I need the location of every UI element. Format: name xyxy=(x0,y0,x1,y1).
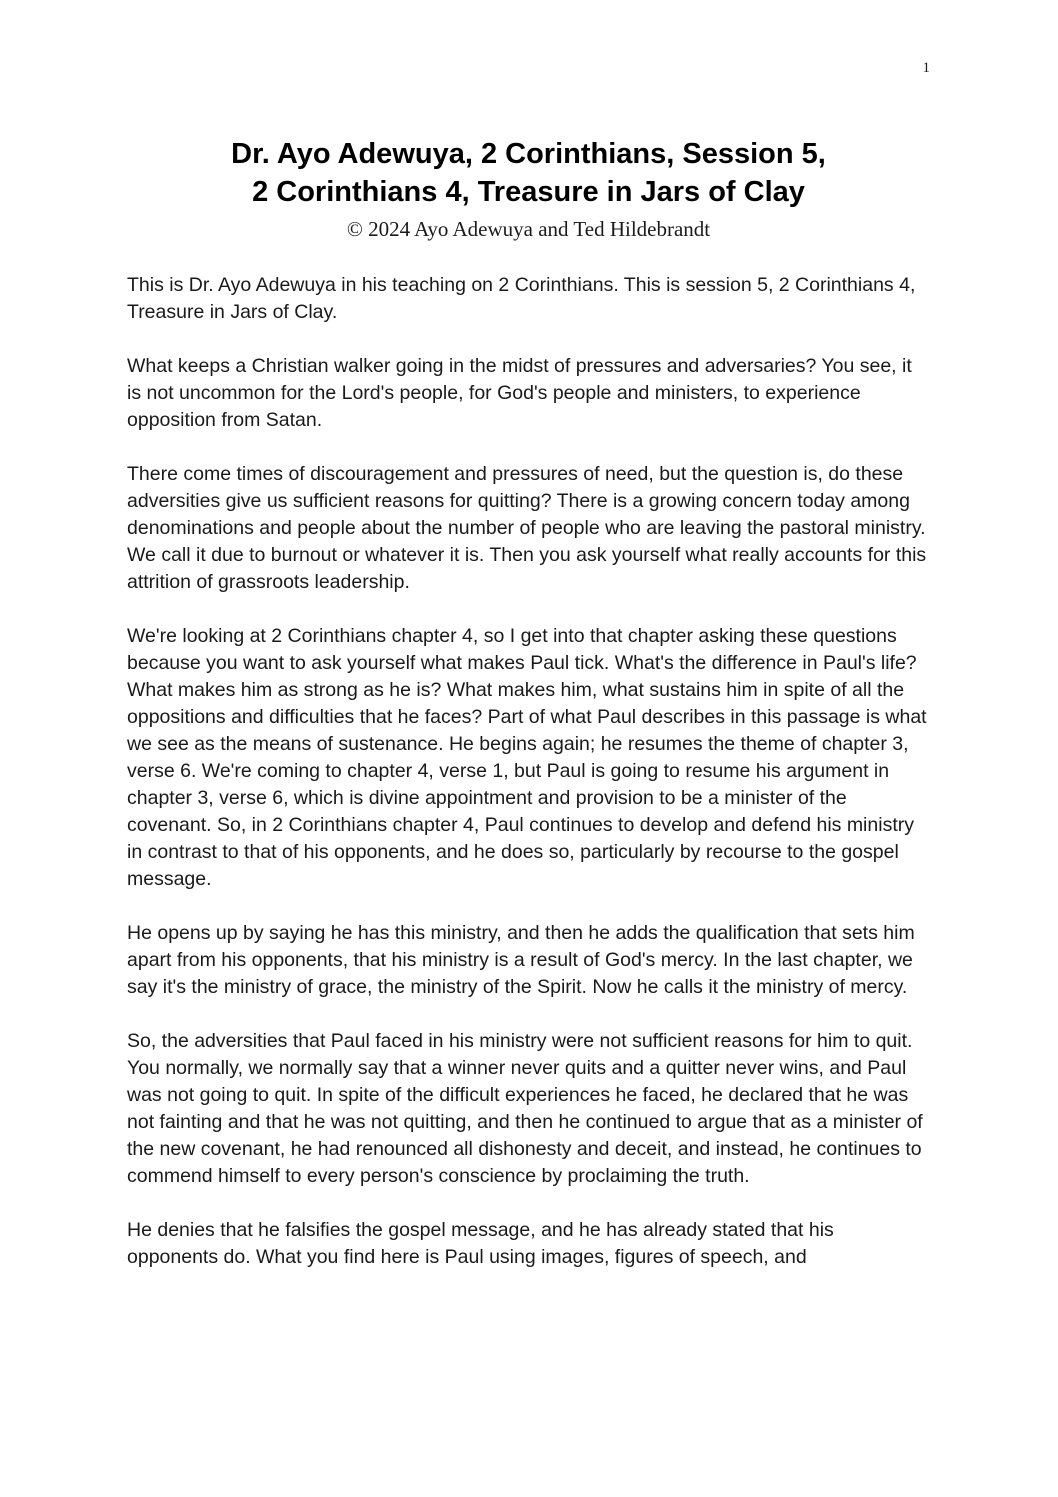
title-line-2: 2 Corinthians 4, Treasure in Jars of Clay xyxy=(252,176,805,208)
document-title xyxy=(127,135,930,211)
paragraph-ministry-of-mercy: He opens up by saying he has this ministry, and then he adds the qualification that sets him apart from his opponents, that his ministry is a result of God's mercy. In the last chapter, we say it's the ministry of grace, the ministry of the Spirit. Now he calls it the ministry of mercy. xyxy=(127,922,915,998)
copyright-line: © 2024 Ayo Adewuya and Ted Hildebrandt xyxy=(346,217,711,241)
paragraph-intro: This is Dr. Ayo Adewuya in his teaching on 2 Corinthians. This is session 5, 2 Corinthians 4, Treasure in Jars of Clay. xyxy=(127,274,916,323)
paragraph-discouragement: There come times of discouragement and pressures of need, but the question is, do these adversities give us sufficient reasons for quitting? There is a growing concern today among denominations and people about the number of people who are leaving the pastoral ministry. We call it due to burnout or whatever it is. Then you ask yourself what really accounts for this attrition of grassroots leadership. xyxy=(127,463,927,593)
document-body xyxy=(127,272,930,1271)
page-number: 1 xyxy=(922,60,930,76)
paragraph-not-quitting: So, the adversities that Paul faced in his ministry were not sufficient reasons for him to quit. You normally, we normally say that a winner never quits and a quitter never wins, and Paul was not going to quit. In spite of the difficult experiences he faced, he declared that he was not fainting and that he was not quitting, and then he continued to argue that as a minister of the new covenant, he had renounced all dishonesty and deceit, and instead, he continues to commend himself to every person's conscience by proclaiming the truth. xyxy=(127,1030,923,1187)
paragraph-chapter-4-overview: We're looking at 2 Corinthians chapter 4, so I get into that chapter asking these questions because you want to ask yourself what makes Paul tick. What's the difference in Paul's life? What makes him as strong as he is? What makes him, what sustains him in spite of all the oppositions and difficulties that he faces? Part of what Paul describes in this passage is what we see as the means of sustenance. He begins again; he resumes the theme of chapter 3, verse 6. We're coming to chapter 4, verse 1, but Paul is going to resume his argument in chapter 3, verse 6, which is divine appointment and provision to be a minister of the covenant. So, in 2 Corinthians chapter 4, Paul continues to develop and defend his ministry in contrast to that of his opponents, and he does so, particularly by recourse to the gospel message. xyxy=(127,625,927,890)
paragraph-gospel-message: He denies that he falsifies the gospel message, and he has already stated that his opponents do. What you find here is Paul using images, figures of speech, and xyxy=(127,1219,834,1268)
paragraph-christian-walker: What keeps a Christian walker going in the midst of pressures and adversaries? You see, it is not uncommon for the Lord's people, for God's people and ministers, to experience opposition from Satan. xyxy=(127,355,912,431)
title-line-1: Dr. Ayo Adewuya, 2 Corinthians, Session 5, xyxy=(231,138,826,170)
